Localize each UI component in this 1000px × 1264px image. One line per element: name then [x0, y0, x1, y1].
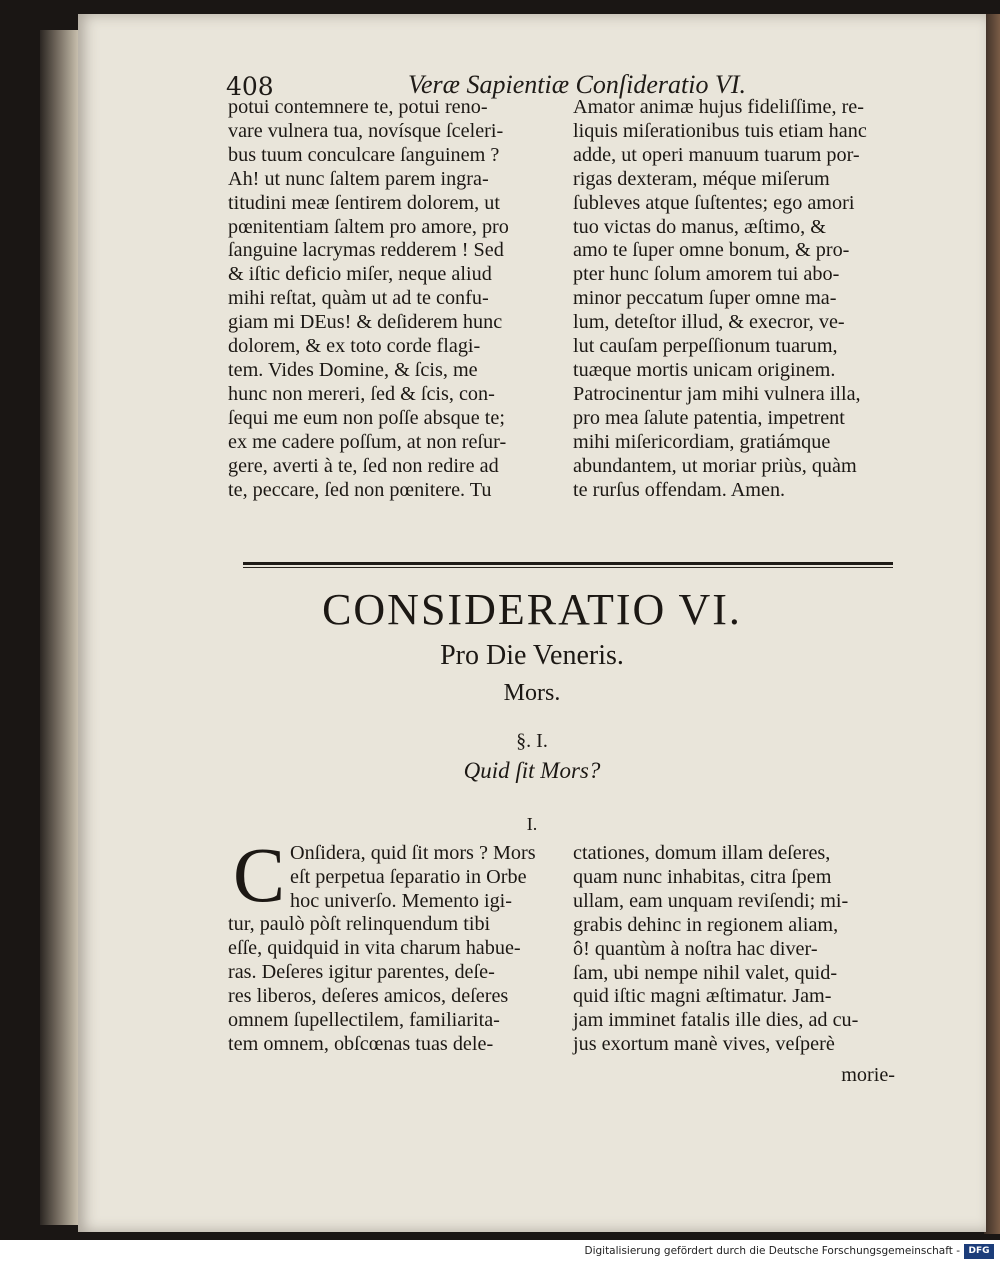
- body-right-column: ctationes, domum illam deſeres, quam nunc inhabitas, citra ſpem ullam, eam unquam reviſendi; mi- grabis dehinc in regionem aliam, ô! quantùm à noſtra hac diver- ſam, ubi nempe nihil valet, quid- quid iſtic magni æſtimatur. Jam- jam imminet fatalis ille dies, ad cu- jus exortum manè vives, veſperè: [573, 842, 859, 1056]
- funding-credit: Digitalisierung gefördert durch die Deutsche Forschungsgemeinschaft -: [584, 1245, 960, 1257]
- section-title: CONSIDERATIO VI.: [322, 585, 742, 634]
- paragraph-mark: §. I.: [516, 730, 548, 752]
- section-question: Quid ſit Mors?: [463, 758, 601, 783]
- book-cover-edge: [984, 14, 1000, 1234]
- body-left-column: tur, paulò pòſt relinquendum tibi eſſe, quidquid in vita charum habue- ras. Deſeres igitur parentes, deſe- res liberos, deſeres amicos, deſeres omnem ſupellectilem, familiarita- tem omnem, obſcœnas tuas dele-: [228, 913, 521, 1055]
- prayer-right-column: Amator animæ hujus fideliſſime, re- liquis miſerationibus tuis etiam hanc adde, ut operi manuum tuarum por- rigas dexteram, méque miſerum ſubleves atque ſuſtentes; ego amori tuo victas do manus, æſtimo, & amo te ſuper omne bonum, & pro- pter hunc ſolum amorem tui abo- minor peccatum ſuper omne ma- lum, deteſtor illud, & execror, ve- lut cauſam perpeſſionum tuarum, tuæque mortis unicam originem. Patrocinentur jam mihi vulnera illa, pro mea ſalute patentia, impetrent mihi miſericordiam, gratiámque abundantem, ut moriar priùs, quàm te rurſus offendam. Amen.: [573, 96, 867, 501]
- paragraph-number: I.: [526, 814, 538, 834]
- drop-cap: C: [233, 831, 286, 918]
- divider-thin-line: [243, 567, 893, 568]
- section-subtitle: Pro Die Veneris.: [440, 640, 624, 671]
- running-title: Veræ Sapientiæ Conſideratio VI.: [408, 70, 746, 99]
- book-page: [78, 14, 986, 1232]
- book-gutter: [40, 30, 80, 1225]
- digitization-footer: [0, 1240, 1000, 1264]
- section-topic: Mors.: [503, 680, 561, 706]
- dfg-logo-icon[interactable]: DFG: [964, 1244, 994, 1259]
- page-number: 408: [226, 72, 274, 101]
- body-left-wrap-text: Onſidera, quid ſit mors ? Mors eſt perpetua ſeparatio in Orbe hoc univerſo. Memento igi-: [290, 842, 536, 912]
- section-divider: [243, 562, 893, 569]
- catchword: morie-: [841, 1064, 895, 1086]
- running-head: [78, 14, 986, 101]
- divider-thick-line: [243, 562, 893, 565]
- prayer-left-column: potui contemnere te, potui reno- vare vulnera tua, novísque ſceleri- bus tuum conculcare ſanguinem ? Ah! ut nunc ſaltem parem ingra- titudini meæ ſentirem dolorem, ut pœnitentiam ſaltem pro amore, pro ſanguine lacrymas redderem ! Sed & iſtic deficio miſer, neque aliud mihi reſtat, quàm ut ad te confu- giam mi DEus! & deſiderem hunc dolorem, & ex toto corde flagi- tem. Vides Domine, & ſcis, me hunc non mereri, ſed & ſcis, con- ſequi me eum non poſſe absque te; ex me cadere poſſum, at non reſur- gere, averti à te, ſed non redire ad te, peccare, ſed non pœnitere. Tu: [228, 96, 509, 501]
